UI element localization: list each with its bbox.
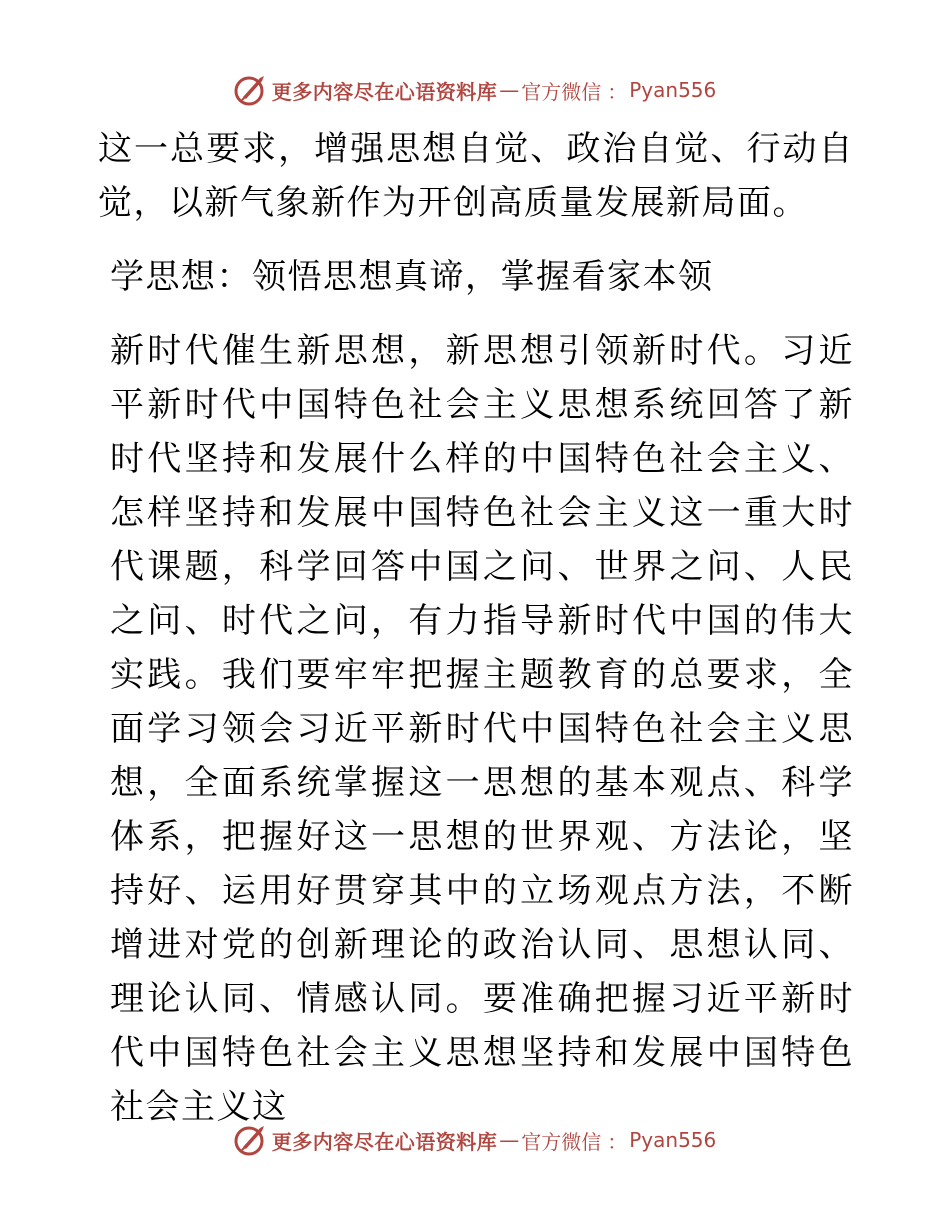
watermark-wechat-id: Pyan556 bbox=[629, 78, 717, 102]
watermark-brand: 更多内容尽在心语资料库 bbox=[271, 1129, 498, 1154]
document-body bbox=[98, 122, 854, 1134]
header-watermark bbox=[0, 70, 950, 110]
quill-logo-icon bbox=[234, 1123, 268, 1157]
watermark-separator: ： bbox=[607, 1129, 628, 1154]
watermark-dash: — bbox=[499, 1128, 520, 1152]
watermark-label: 官方微信 bbox=[521, 79, 602, 104]
watermark-separator: ： bbox=[607, 79, 628, 104]
paragraph-body: 新时代催生新思想，新思想引领新时代。习近平新时代中国特色社会主义思想系统回答了新时代坚持和发展什么样的中国特色社会主义、怎样坚持和发展中国特色社会主义这一重大时代课题，科学回答中国之问、世界之问、人民之问、时代之问，有力指导新时代中国的伟大实践。我们要牢牢把握主题教育的总要求，全面学习领会习近平新时代中国特色社会主义思想，全面系统掌握这一思想的基本观点、科学体系，把握好这一思想的世界观、方法论，坚持好、运用好贯穿其中的立场观点方法，不断增进对党的创新理论的政治认同、思想认同、理论认同、情感认同。要准确把握习近平新时代中国特色社会主义思想坚持和发展中国特色社会主义这 bbox=[110, 331, 854, 1127]
watermark-brand: 更多内容尽在心语资料库 bbox=[271, 79, 498, 104]
footer-watermark bbox=[0, 1120, 950, 1160]
section-heading: 学思想：领悟思想真谛，掌握看家本领 bbox=[110, 257, 714, 297]
watermark-wechat-id: Pyan556 bbox=[629, 1128, 717, 1152]
watermark-dash: — bbox=[499, 78, 520, 102]
quill-logo-icon bbox=[234, 73, 268, 107]
paragraph-continuation: 这一总要求，增强思想自觉、政治自觉、行动自觉，以新气象新作为开创高质量发展新局面。 bbox=[98, 129, 854, 223]
watermark-label: 官方微信 bbox=[521, 1129, 602, 1154]
